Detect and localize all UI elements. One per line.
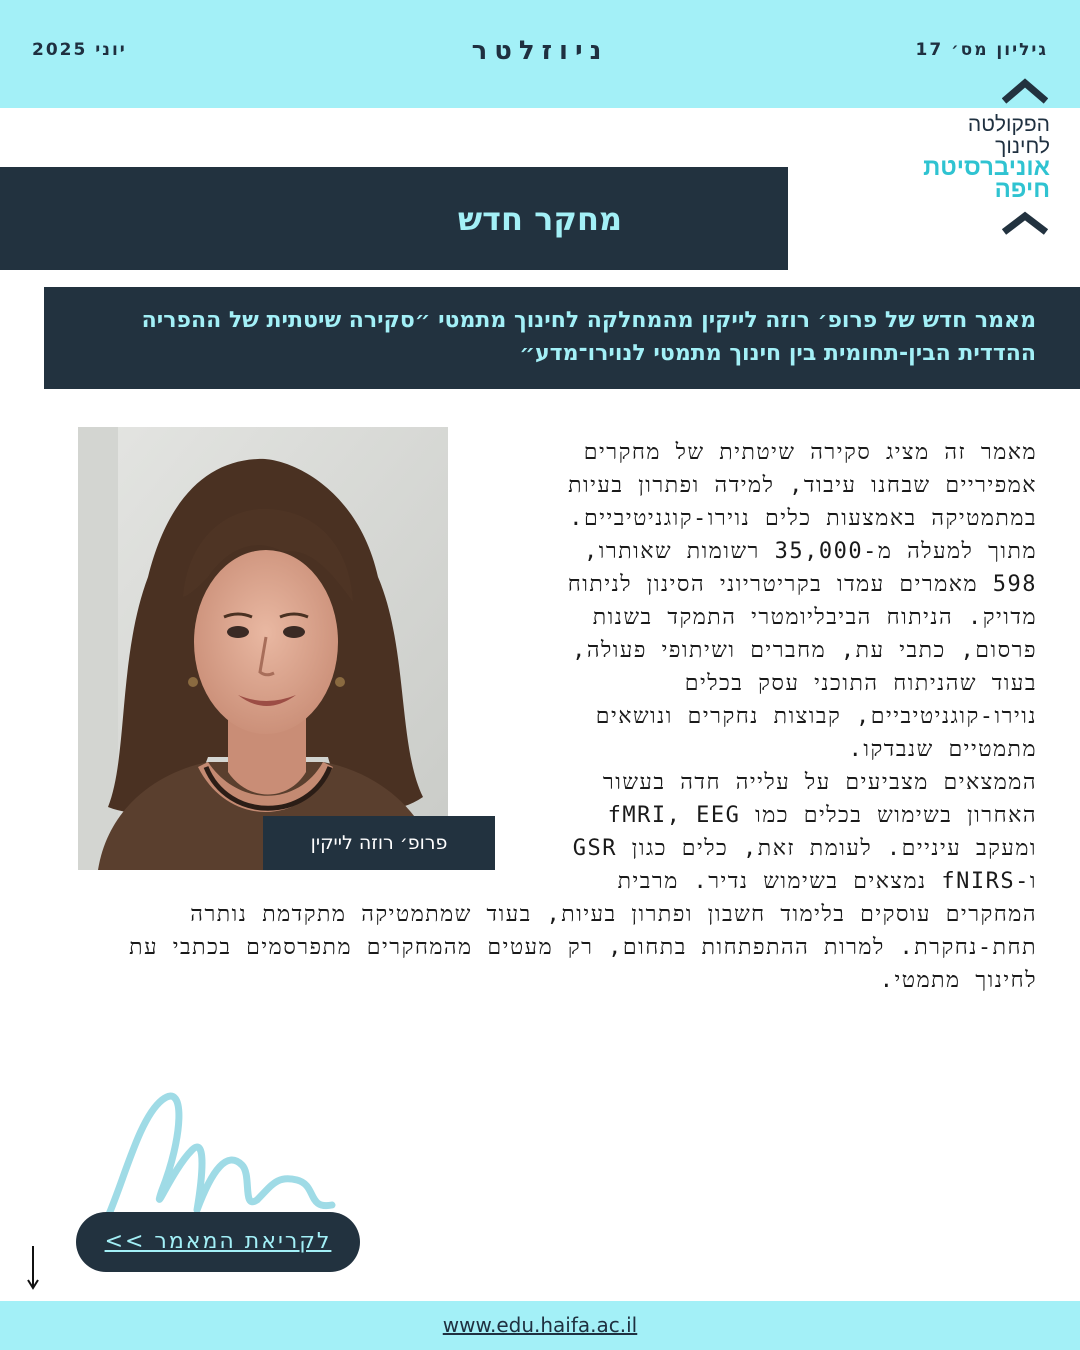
article-paragraph-2: הממצאים מצביעים על עלייה חדה בעשור האחרון בשימוש בכלים כמו fMRI, EEG ומעקב עיניים. לעומת זאת, כלים כגון GSR ו-fNIRS נמצאים בשימוש נדיר. מרבית המחקרים עוסקים בלימוד חשבון ופתרון בעיות, בעוד שמתמטיקה מתקדמת נותרה תחת-נחקרת. למרות ההתפתחות בתחום, רק מעטים מהמחקרים מתפרסמים בכתבי עת לחינוך מתמטי. [129,770,1037,993]
photo-caption: פרופ׳ רוזה לייקין [263,816,495,870]
logo-line-faculty: הפקולטה [967,113,1050,136]
section-title: מחקר חדש [457,200,623,238]
article-paragraph-1: מאמר זה מציג סקירה שיטתית של מחקרים אמפיריים שבחנו עיבוד, למידה ופתרון בעיות במתמטיקה באמצעות כלים נוירו-קוגניטיביים. מתוך למעלה מ-35,000 רשומות שאותרו, 598 מאמרים עמדו בקריטריוני הסינון לניתוח מדויק. הניתוח הביבליומטרי התמקד בשנות פרסום, כתבי עת, מחברים ושיתופי פעולה, בעוד שהניתוח התוכני עסק בכלים נוירו-קוגניטיביים, קבוצות נחקרים ונושאים מתמטיים שנבדקו. [567,440,1037,762]
website-link[interactable]: www.edu.haifa.ac.il [442,1313,638,1337]
issue-date: יוני 2025 [32,40,127,60]
logo-line-university: אוניברסיטת [923,154,1050,181]
issue-number: גיליון מס׳ 17 [915,40,1048,60]
down-arrow-icon [26,1244,40,1292]
read-article-button[interactable]: לקריאת המאמר >> [76,1212,360,1272]
logo-line-education: לחינוך [995,135,1050,158]
newsletter-title: ניוזלטר [471,36,609,66]
logo-line-haifa: חיפה [994,176,1050,203]
article-headline: מאמר חדש של פרופ׳ רוזה לייקין מהמחלקה לחינוך מתמטי ״סקירה שיטתית של ההפריה ההדדית הבין-תחומית בין חינוך מתמטי לנוירו־מדע״ [141,308,1036,366]
chevron-up-icon [1002,74,1048,104]
photo-spacer [75,436,567,878]
headline-box [44,287,1080,389]
article-body [75,436,1037,997]
